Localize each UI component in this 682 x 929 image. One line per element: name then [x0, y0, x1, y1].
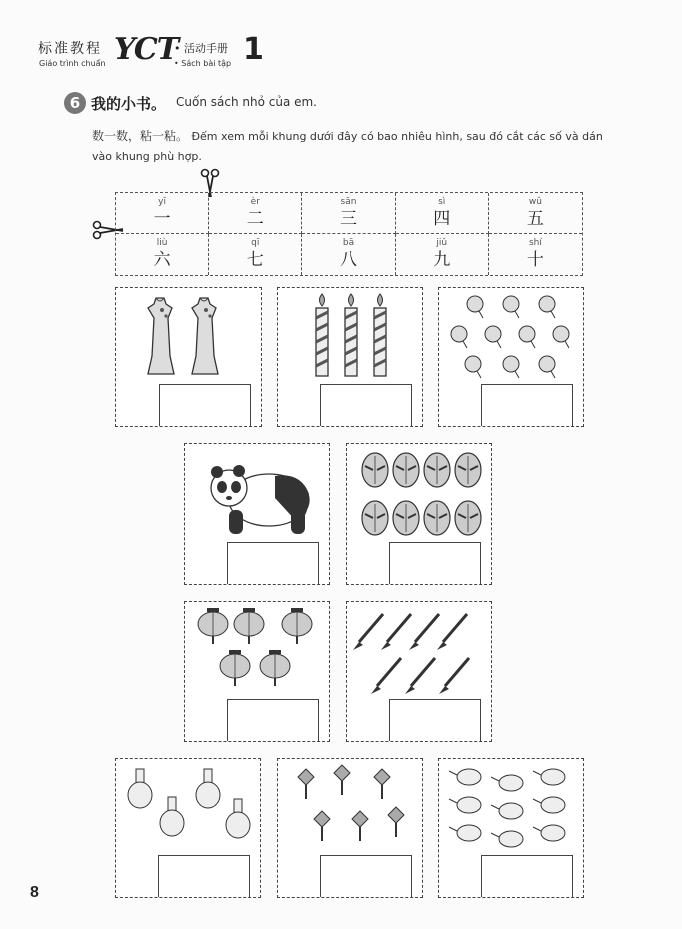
pinyin: bā: [342, 238, 355, 248]
opera-mask-icon: [424, 501, 450, 535]
opera-mask-icon: [393, 453, 419, 487]
vase-icon: [128, 769, 152, 808]
calligraphy-brush-icon: [353, 614, 383, 650]
number-card[interactable]: [396, 234, 489, 275]
exercise-title-cn: 我的小书。: [91, 95, 167, 113]
lollipop-icon: [451, 326, 467, 348]
panda-icon: [211, 465, 309, 534]
number-cutout-table: [115, 192, 583, 276]
pinyin: jiǔ: [436, 238, 448, 248]
teapot-icon: [533, 797, 565, 813]
number-card[interactable]: [302, 234, 395, 275]
lollipop-icon: [467, 296, 483, 318]
answer-slot[interactable]: [320, 384, 412, 426]
chinese-knot-icon: [352, 811, 368, 841]
answer-slot[interactable]: [481, 855, 573, 897]
pinyin: shí: [528, 238, 542, 248]
answer-slot[interactable]: [320, 855, 412, 897]
answer-slot[interactable]: [389, 542, 481, 584]
book-title-vn: Giáo trình chuẩn: [39, 59, 106, 68]
lollipop-icon: [485, 326, 501, 348]
picture-box-candles: [277, 287, 423, 427]
lollipop-icon: [503, 356, 519, 378]
instruction-vn: Đếm xem mỗi khung dưới đây có bao nhiêu hình, sau đó cắt các số và dán vào khung phù hợp.: [92, 130, 603, 163]
qipao-dress-icon: [148, 298, 174, 374]
pinyin: èr: [250, 197, 260, 207]
picture-box-teapots: [438, 758, 584, 898]
teapot-icon: [491, 831, 523, 847]
lantern-icon: [220, 650, 250, 686]
lollipop-icon: [553, 326, 569, 348]
picture-box-masks: [346, 443, 492, 585]
answer-slot[interactable]: [227, 542, 319, 584]
teapot-icon: [449, 769, 481, 785]
number-card[interactable]: [489, 234, 582, 275]
workbook-label-vn: • Sách bài tập: [174, 59, 232, 68]
book-title-cn: 标准教程: [38, 41, 102, 57]
vase-icon: [160, 797, 184, 836]
hanzi: 八: [339, 250, 357, 270]
qipao-dress-icon: [192, 298, 218, 374]
hanzi: 七: [246, 250, 264, 270]
number-card[interactable]: [116, 234, 209, 275]
picture-box-panda: [184, 443, 330, 585]
lollipop-icon: [465, 356, 481, 378]
teapot-icon: [449, 797, 481, 813]
number-card[interactable]: [302, 193, 395, 234]
exercise-title-vn: Cuốn sách nhỏ của em.: [176, 95, 317, 109]
calligraphy-brush-icon: [405, 658, 435, 694]
workbook-label-cn: • 活动手册: [174, 42, 228, 55]
number-card[interactable]: [489, 193, 582, 234]
exercise-number-badge: 6: [64, 92, 86, 114]
chinese-knot-icon: [314, 811, 330, 841]
picture-box-lollipops: [438, 287, 584, 427]
lantern-icon: [234, 608, 264, 644]
pinyin: yī: [158, 197, 166, 207]
vase-icon: [196, 769, 220, 808]
chinese-knot-icon: [298, 769, 314, 799]
hanzi: 九: [433, 250, 451, 270]
hanzi: 六: [153, 250, 171, 270]
teapot-icon: [491, 775, 523, 791]
pinyin: sì: [438, 197, 446, 207]
volume-number: 1: [243, 32, 264, 67]
opera-mask-icon: [455, 501, 481, 535]
chinese-knot-icon: [374, 769, 390, 799]
hanzi: 十: [526, 250, 544, 270]
opera-mask-icon: [455, 453, 481, 487]
lollipop-icon: [519, 326, 535, 348]
answer-slot[interactable]: [159, 384, 251, 426]
number-card[interactable]: [396, 193, 489, 234]
hanzi: 五: [526, 209, 544, 229]
hanzi: 三: [339, 209, 357, 229]
number-card[interactable]: [209, 193, 302, 234]
hanzi: 一: [153, 209, 171, 229]
calligraphy-brush-icon: [381, 614, 411, 650]
number-card[interactable]: [209, 234, 302, 275]
yct-logo: YCT: [114, 32, 179, 67]
lantern-icon: [198, 608, 228, 644]
exercise-instruction: [92, 126, 622, 167]
lollipop-icon: [503, 296, 519, 318]
pinyin: liù: [156, 238, 168, 248]
candle-icon: [345, 294, 357, 376]
pinyin: qī: [251, 238, 260, 248]
chinese-knot-icon: [334, 765, 350, 795]
lollipop-icon: [539, 356, 555, 378]
lantern-icon: [282, 608, 312, 644]
hanzi: 二: [246, 209, 264, 229]
answer-slot[interactable]: [389, 699, 481, 741]
answer-slot[interactable]: [158, 855, 250, 897]
picture-box-lanterns: [184, 601, 330, 742]
lollipop-icon: [539, 296, 555, 318]
opera-mask-icon: [393, 501, 419, 535]
pinyin: sān: [340, 197, 357, 207]
opera-mask-icon: [362, 453, 388, 487]
teapot-icon: [533, 769, 565, 785]
chinese-knot-icon: [388, 807, 404, 837]
teapot-icon: [449, 825, 481, 841]
pinyin: wǔ: [528, 197, 542, 207]
teapot-icon: [533, 825, 565, 841]
calligraphy-brush-icon: [409, 614, 439, 650]
candle-icon: [374, 294, 386, 376]
picture-box-knots: [277, 758, 423, 898]
calligraphy-brush-icon: [437, 614, 467, 650]
picture-box-brushes: [346, 601, 492, 742]
instruction-cn: 数一数，粘一粘。: [92, 129, 189, 143]
candle-icon: [316, 294, 328, 376]
answer-slot[interactable]: [227, 699, 319, 741]
calligraphy-brush-icon: [371, 658, 401, 694]
opera-mask-icon: [424, 453, 450, 487]
page-number: 8: [30, 884, 39, 901]
vase-icon: [226, 799, 250, 838]
picture-box-vases: [115, 758, 261, 898]
teapot-icon: [491, 803, 523, 819]
answer-slot[interactable]: [481, 384, 573, 426]
opera-mask-icon: [362, 501, 388, 535]
lantern-icon: [260, 650, 290, 686]
calligraphy-brush-icon: [439, 658, 469, 694]
number-card[interactable]: [116, 193, 209, 234]
hanzi: 四: [433, 209, 451, 229]
picture-box-dresses: [115, 287, 262, 427]
